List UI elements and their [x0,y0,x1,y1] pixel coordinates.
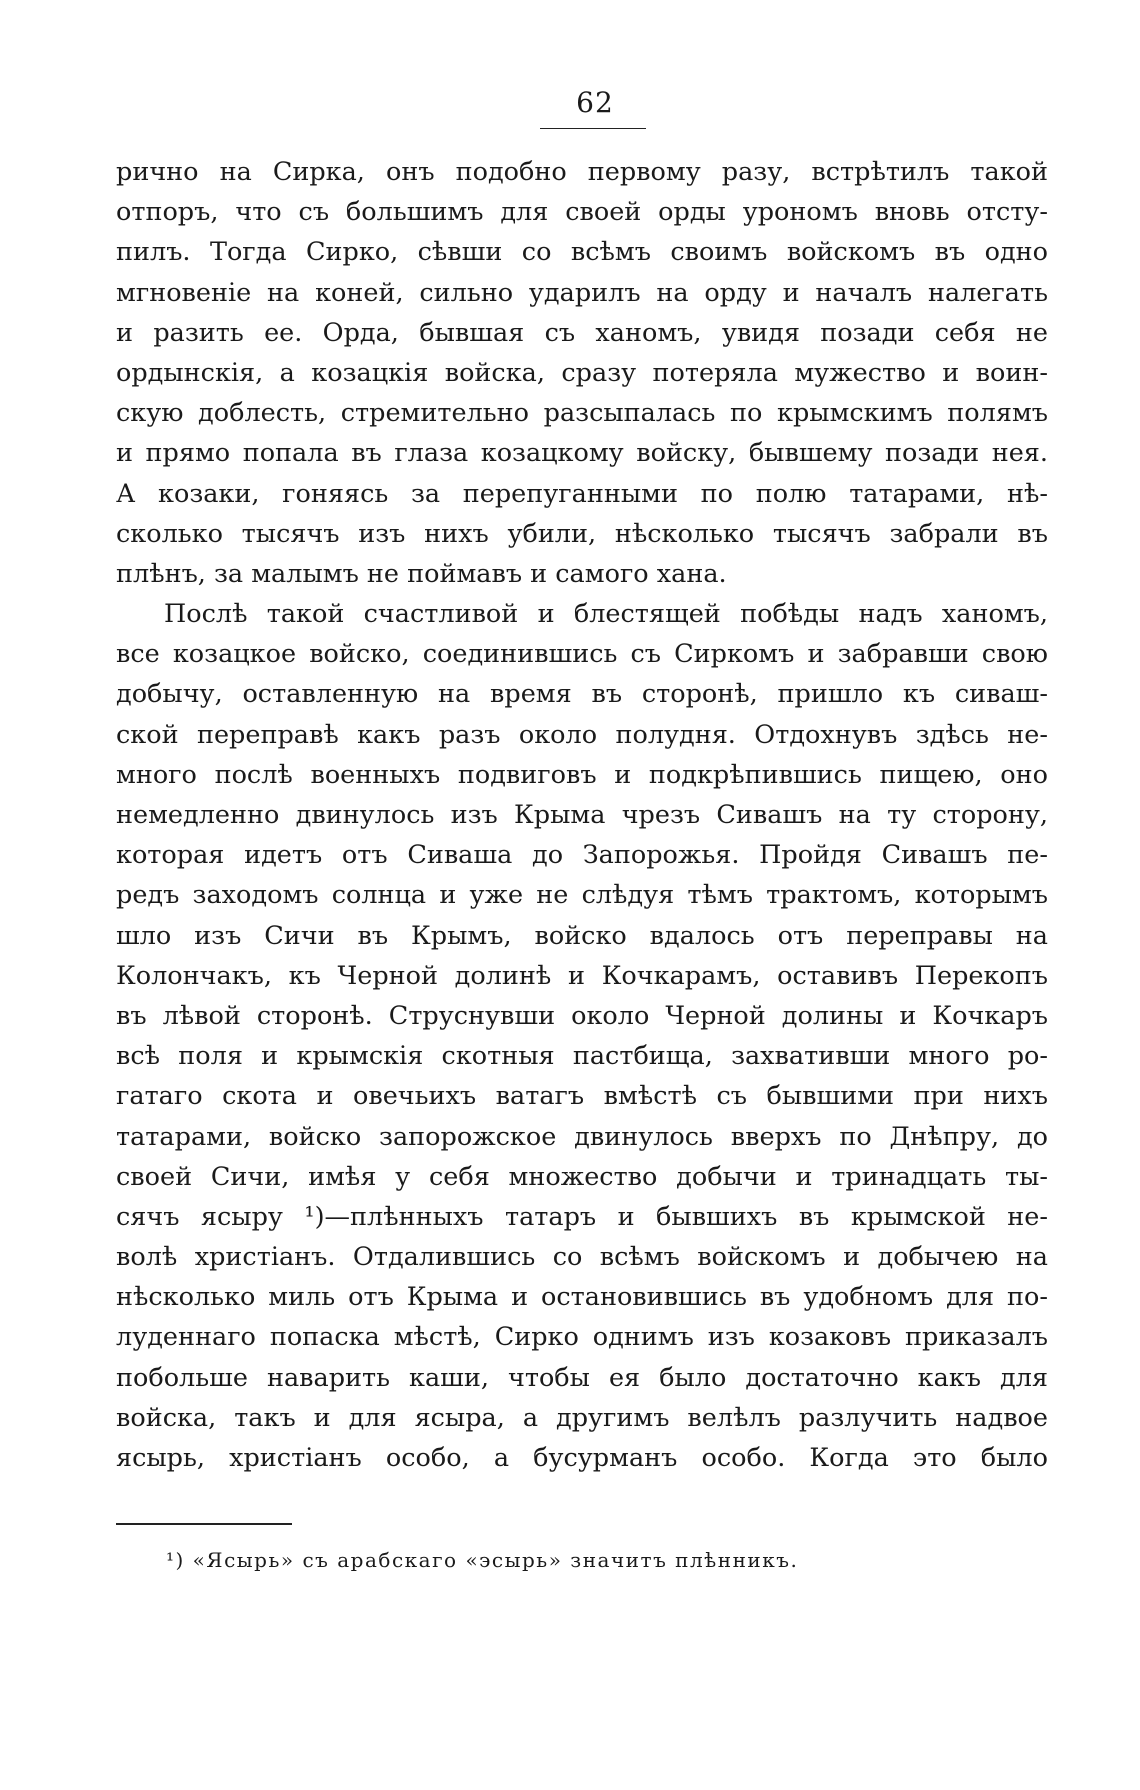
text-line: ордынскія, а козацкія войска, сразу потеряла мужество и воин- [116,357,1048,388]
text-line: ясырь, христіанъ особо, а бусурманъ особо. Когда это было [116,1443,1048,1473]
text-line: рично на Сирка, онъ подобно первому разу, встрѣтилъ такой [116,157,1048,187]
text-line: татарами, войско запорожское двинулось вверхъ по Днѣпру, до [116,1121,1048,1152]
text-line: и прямо попала въ глаза козацкому войску, бывшему позади нея. [116,438,1048,469]
footnote: ¹) «Ясырь» съ арабскаго «эсырь» значитъ плѣнникъ. [166,1548,799,1572]
footnote-rule [116,1523,292,1525]
text-line: ской переправѣ какъ разъ около полудня. Отдохнувъ здѣсь не- [116,719,1048,750]
text-line: которая идетъ отъ Сиваша до Запорожья. Пройдя Сивашъ пе- [116,840,1048,871]
text-line: мгновеніе на коней, сильно ударилъ на орду и началъ налегать [116,277,1048,308]
text-line: Послѣ такой счастливой и блестящей побѣды надъ ханомъ, [164,599,1048,630]
text-line: плѣнъ, за малымъ не поймавъ и самого хана. [116,558,727,589]
text-line: все козацкое войско, соединившись съ Сиркомъ и забравши свою [116,639,1048,670]
text-line: и разить ее. Орда, бывшая съ ханомъ, увидя позади себя не [116,317,1048,348]
body-text [116,152,1048,1478]
text-line: скую доблесть, стремительно разсыпалась по крымскимъ полямъ [116,398,1048,429]
text-line: сячъ ясыру ¹)—плѣнныхъ татаръ и бывшихъ въ крымской не- [116,1201,1048,1232]
page-number-rule [540,128,646,129]
text-line: луденнаго попаска мѣстѣ, Сирко однимъ изъ козаковъ приказалъ [116,1322,1048,1353]
text-line: Колончакъ, къ Черной долинѣ и Кочкарамъ, оставивъ Перекопъ [116,960,1048,991]
text-line: шло изъ Сичи въ Крымъ, войско вдалось отъ переправы на [116,920,1048,951]
text-line: сколько тысячъ изъ нихъ убили, нѣсколько тысячъ забрали въ [116,518,1048,549]
text-line: редъ заходомъ солнца и уже не слѣдуя тѣмъ трактомъ, которымъ [116,880,1048,911]
text-line: много послѣ военныхъ подвиговъ и подкрѣпившись пищею, оно [116,759,1048,790]
text-line: отпоръ, что съ большимъ для своей орды урономъ вновь отсту- [116,197,1048,228]
text-line: волѣ христіанъ. Отдалившись со всѣмъ войскомъ и добычею на [116,1242,1048,1273]
text-line: въ лѣвой сторонѣ. Струснувши около Черной долины и Кочкаръ [116,1000,1048,1031]
text-line: А козаки, гоняясь за перепуганными по полю татарами, нѣ- [116,478,1048,509]
text-line: немедленно двинулось изъ Крыма чрезъ Сивашъ на ту сторону, [116,800,1048,830]
text-line: пилъ. Тогда Сирко, сѣвши со всѣмъ своимъ войскомъ въ одно [116,237,1048,268]
text-line: всѣ поля и крымскія скотныя пастбища, захвативши много ро- [116,1041,1048,1072]
text-line: гатаго скота и овечьихъ ватагъ вмѣстѣ съ бывшими при нихъ [116,1081,1048,1112]
text-line: войска, такъ и для ясыра, а другимъ велѣлъ разлучить надвое [116,1402,1048,1433]
text-line: побольше наварить каши, чтобы ея было достаточно какъ для [116,1362,1048,1393]
text-line: своей Сичи, имѣя у себя множество добычи и тринадцать ты- [116,1161,1048,1192]
text-line: нѣсколько миль отъ Крыма и остановившись въ удобномъ для по- [116,1282,1048,1313]
text-line: добычу, оставленную на время въ сторонѣ, пришло къ сиваш- [116,679,1048,710]
page-number: 62 [576,86,614,119]
